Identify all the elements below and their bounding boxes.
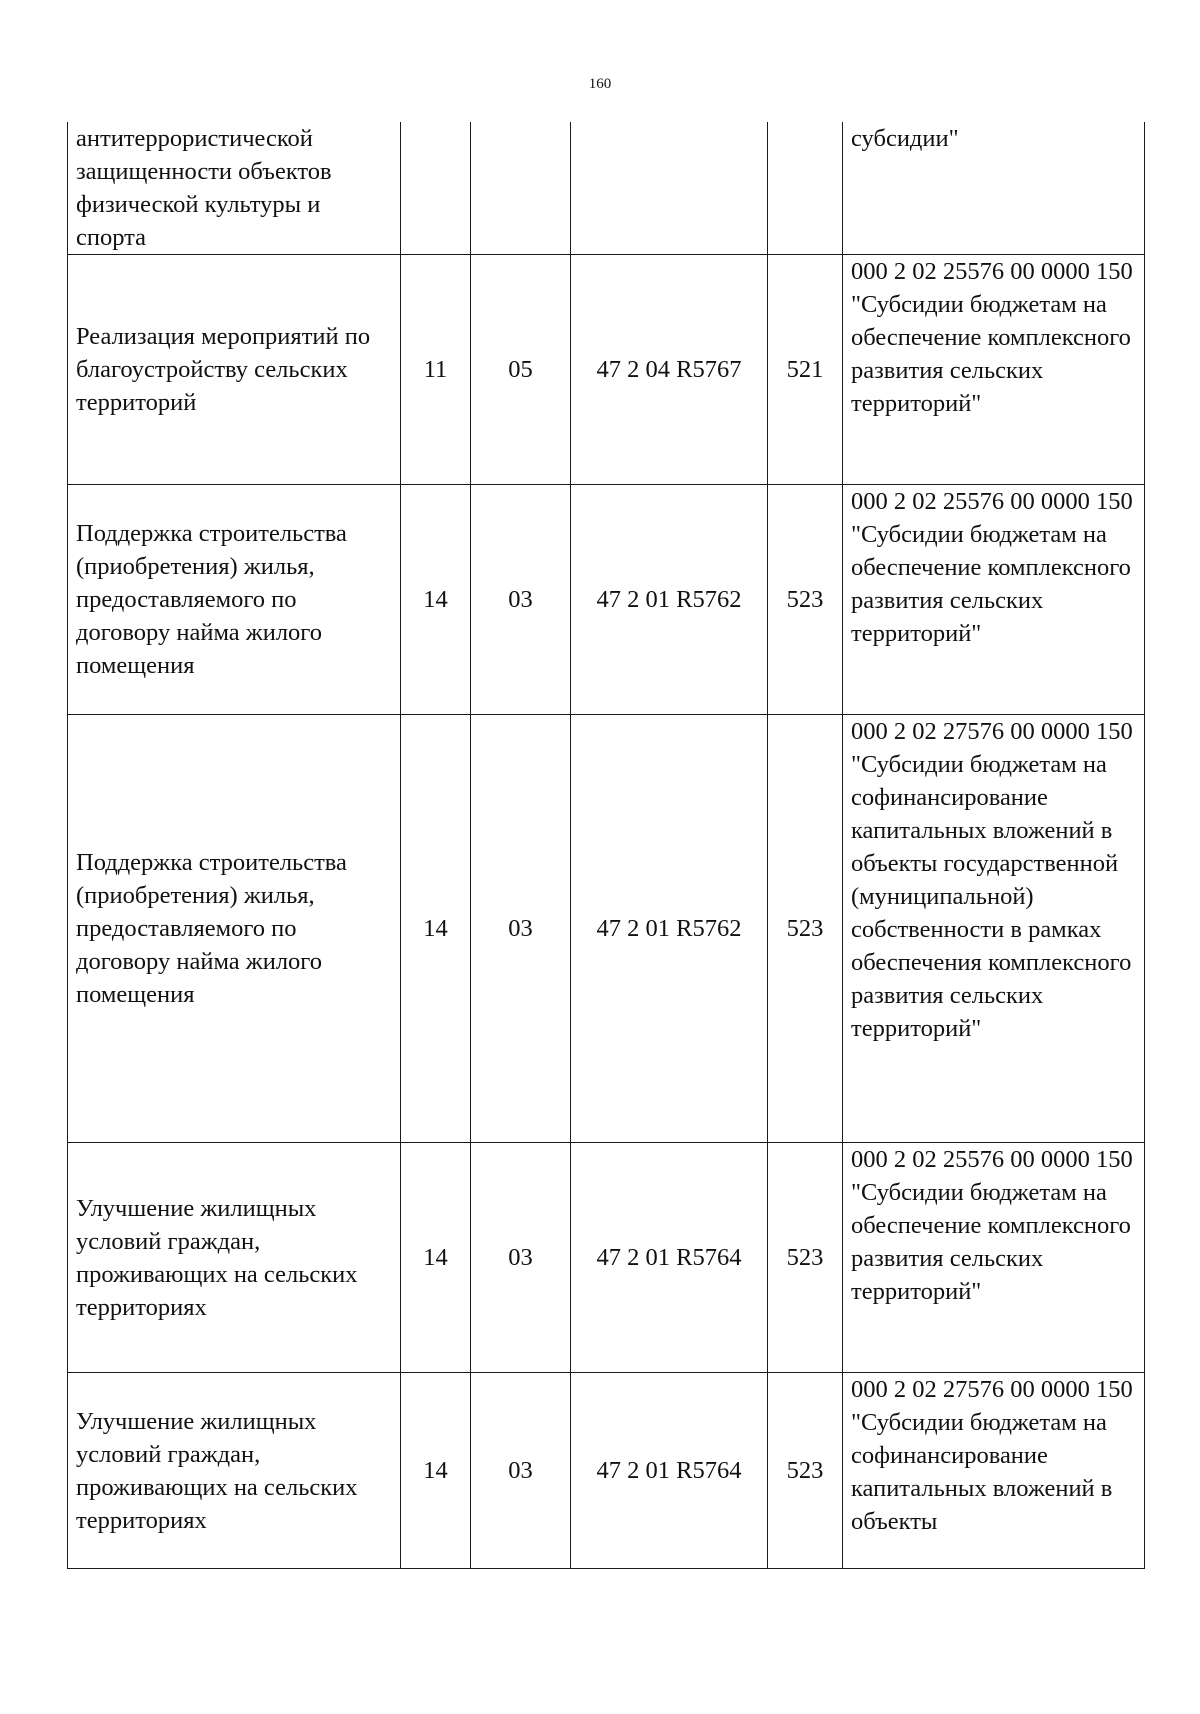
section-cell (401, 122, 471, 255)
revenue-code-text: 000 2 02 27576 00 0000 150 "Субсидии бюджетам на софинансирование капитальных вложений в объекты государственной (муниципальной) собственности в рамках обеспечения комплексного развития сельских территорий" (851, 718, 1133, 1042)
table-row (68, 1143, 1145, 1373)
table-row (68, 255, 1145, 485)
section-cell: 14 (401, 1143, 471, 1373)
revenue-code-cell (843, 122, 1145, 255)
revenue-code-cell (843, 485, 1145, 715)
revenue-code-text: 000 2 02 25576 00 0000 150 "Субсидии бюджетам на обеспечение комплексного развития сельских территорий" (851, 258, 1133, 417)
revenue-code-text: субсидии" (851, 125, 959, 152)
subsection-cell: 03 (471, 1373, 571, 1569)
revenue-code-cell (843, 715, 1145, 1143)
target-article-cell: 47 2 01 R5764 (571, 1373, 768, 1569)
table-row (68, 122, 1145, 255)
expense-type-cell: 523 (768, 1373, 843, 1569)
row-name-cell (68, 122, 401, 255)
subsection-cell: 03 (471, 715, 571, 1143)
table-row (68, 485, 1145, 715)
table-row (68, 1373, 1145, 1569)
revenue-code-text: 000 2 02 27576 00 0000 150 "Субсидии бюджетам на софинансирование капитальных вложений в объекты (851, 1376, 1133, 1535)
subsection-cell: 03 (471, 1143, 571, 1373)
row-name: Реализация мероприятий по благоустройству сельских территорий (76, 323, 371, 416)
row-name-cell (68, 1143, 401, 1373)
expense-type-cell: 523 (768, 1143, 843, 1373)
subsection-cell: 05 (471, 255, 571, 485)
budget-table (67, 122, 1145, 1569)
target-article-cell: 47 2 01 R5762 (571, 485, 768, 715)
revenue-code-cell (843, 1373, 1145, 1569)
expense-type-cell (768, 122, 843, 255)
revenue-code-cell (843, 1143, 1145, 1373)
page-number: 160 (588, 76, 612, 92)
row-name: Улучшение жилищных условий граждан, проживающих на сельских территориях (76, 1407, 358, 1534)
row-name-cell (68, 485, 401, 715)
revenue-code-text: 000 2 02 25576 00 0000 150 "Субсидии бюджетам на обеспечение комплексного развития сельских территорий" (851, 1146, 1133, 1305)
section-cell: 11 (401, 255, 471, 485)
row-name: Поддержка строительства (приобретения) жилья, предоставляемого по договору найма жилого помещения (76, 520, 347, 679)
target-article-cell: 47 2 01 R5764 (571, 1143, 768, 1373)
expense-type-cell: 521 (768, 255, 843, 485)
section-cell: 14 (401, 485, 471, 715)
subsection-cell: 03 (471, 485, 571, 715)
subsection-cell (471, 122, 571, 255)
target-article-cell: 47 2 04 R5767 (571, 255, 768, 485)
expense-type-cell: 523 (768, 485, 843, 715)
target-article-cell: 47 2 01 R5762 (571, 715, 768, 1143)
table-row (68, 715, 1145, 1143)
revenue-code-cell (843, 255, 1145, 485)
row-name: антитеррористической защищенности объектов физической культуры и спорта (76, 125, 332, 251)
row-name: Улучшение жилищных условий граждан, проживающих на сельских территориях (76, 1194, 358, 1321)
revenue-code-text: 000 2 02 25576 00 0000 150 "Субсидии бюджетам на обеспечение комплексного развития сельских территорий" (851, 488, 1133, 647)
row-name-cell (68, 715, 401, 1143)
target-article-cell (571, 122, 768, 255)
row-name-cell (68, 1373, 401, 1569)
section-cell: 14 (401, 1373, 471, 1569)
row-name: Поддержка строительства (приобретения) жилья, предоставляемого по договору найма жилого помещения (76, 849, 347, 1008)
expense-type-cell: 523 (768, 715, 843, 1143)
section-cell: 14 (401, 715, 471, 1143)
row-name-cell (68, 255, 401, 485)
